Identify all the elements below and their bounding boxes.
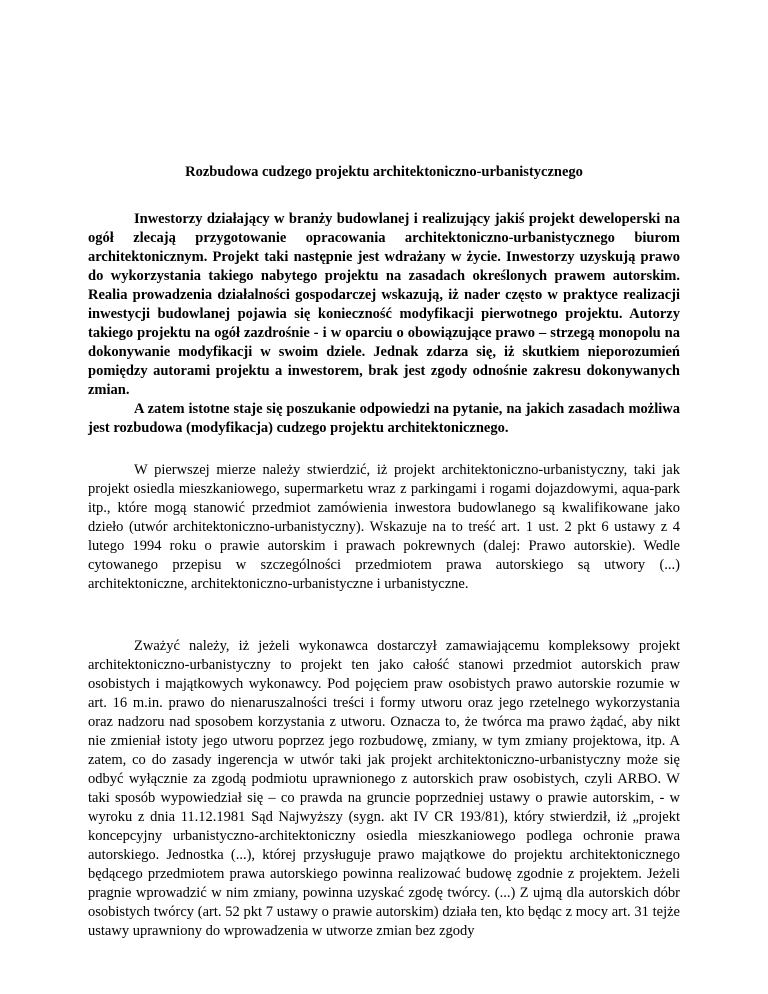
intro-paragraph-2: A zatem istotne staje się poszukanie odpowiedzi na pytanie, na jakich zasadach możliwa jest rozbudowa (modyfikacja) cudzego projektu architektonicznego. (88, 401, 680, 436)
body-paragraph-2: Zważyć należy, iż jeżeli wykonawca dostarczył zamawiającemu kompleksowy projekt architektoniczno-urbanistyczny to projekt ten jako całość stanowi przedmiot autorskich praw osobistych i majątkowych wykonawcy. Pod pojęciem praw osobistych prawo autorskie rozumie w art. 16 m.in. prawo do nienaruszalności treści i formy utworu oraz jego rzetelnego wykorzystania oraz nadzoru nad sposobem korzystania z utworu. Oznacza to, że twórca ma prawo żądać, aby nikt nie zmieniał istoty jego utworu poprzez jego rozbudowę, zmiany, w tym zmiany projektowa, itp. A zatem, co do zasady ingerencja w utwór taki jak projekt architektoniczno-urbanistyczny może się odbyć wyłącznie za zgodą podmiotu uprawnionego z autorskich praw osobistych, czyli ARBO. W taki sposób wypowiedział się – co prawda na gruncie poprzedniej ustawy o prawie autorskim, - w wyroku z dnia 11.12.1981 Sąd Najwyższy (sygn. akt IV CR 193/81), który stwierdził, iż „projekt koncepcyjny urbanistyczno-architektoniczny osiedla mieszkaniowego podlega ochronie prawa autorskiego. Jednostka (...), której przysługuje prawo majątkowe do projektu architektonicznego będącego przedmiotem prawa autorskiego powinna realizować budowę zgodnie z projektem. Jeżeli pragnie wprowadzić w nim zmiany, powinna uzyskać zgodę twórcy. (...) Z ujmą dla autorskich dóbr osobistych twórcy (art. 52 pkt 7 ustawy o prawie autorskim) działa ten, kto będąc z mocy art. 31 tejże ustawy uprawniony do wprowadzenia w utworze zmian bez zgody (88, 638, 680, 939)
body-section-1 (88, 461, 680, 594)
body-paragraph-1: W pierwszej mierze należy stwierdzić, iż projekt architektoniczno-urbanistyczny, taki jak projekt osiedla mieszkaniowego, supermarketu wraz z parkingami i rogami dojazdowymi, aqua-park itp., które mogą stanowić przedmiot zamówienia inwestora budowlanego są kwalifikowane jako dzieło (utwór architektoniczno-urbanistyczny). Wskazuje na to treść art. 1 ust. 2 pkt 6 ustawy z 4 lutego 1994 roku o prawie autorskim i prawach pokrewnych (dalej: Prawo autorskie). Wedle cytowanego przepisu w szczególności przedmiotem prawa autorskiego są utwory (...) architektoniczne, architektoniczno-urbanistyczne i urbanistyczne. (88, 462, 680, 592)
document-title: Rozbudowa cudzego projektu architektoniczno-urbanistycznego (185, 164, 583, 180)
body-section-2 (88, 637, 680, 941)
intro-section (88, 210, 680, 438)
intro-paragraph-1: Inwestorzy działający w branży budowlanej i realizujący jakiś projekt deweloperski na ogół zlecają przygotowanie opracowania architektoniczno-urbanistycznego biurom architektonicznym. Projekt taki następnie jest wdrażany w życie. Inwestorzy uzyskują prawo do wykorzystania takiego nabytego projektu na zasadach określonych prawem autorskim. Realia prowadzenia działalności gospodarczej wskazują, iż nader często w praktyce realizacji inwestycji budowlanej pojawia się konieczność modyfikacji pierwotnego projektu. Autorzy takiego projektu na ogół zazdrośnie - i w oparciu o obowiązujące prawo – strzegą monopolu na dokonywanie modyfikacji w swoim dziele. Jednak zdarza się, iż skutkiem nieporozumień pomiędzy autorami projektu a inwestorem, brak jest zgody odnośnie zakresu dokonywanych zmian. (88, 211, 680, 398)
